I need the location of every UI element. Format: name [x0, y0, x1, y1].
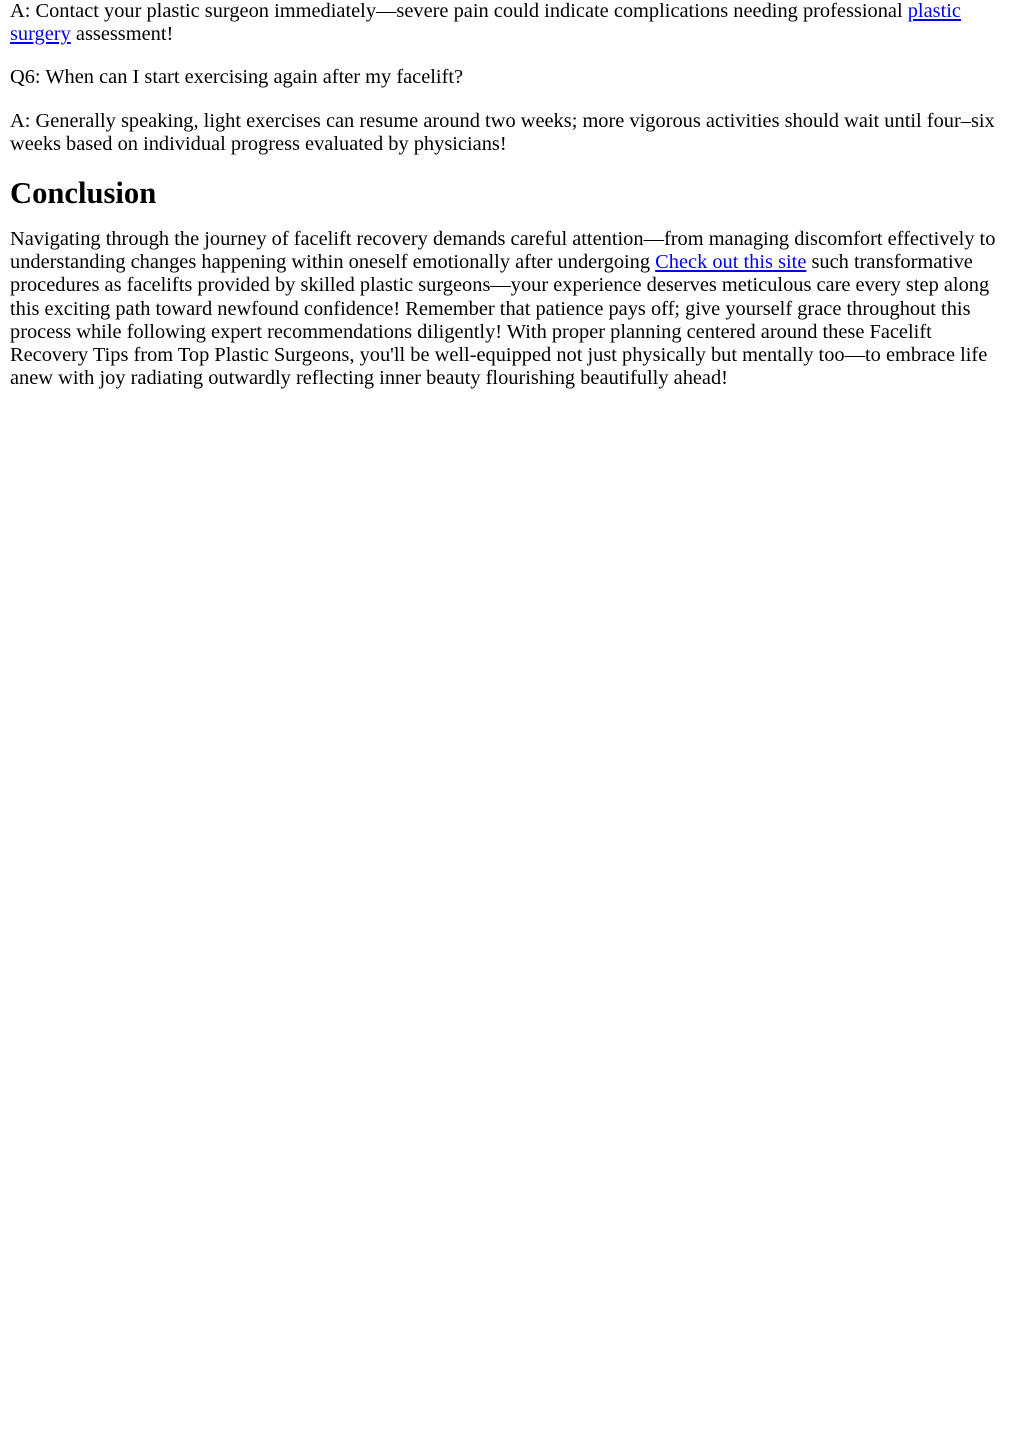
conclusion-paragraph: [10, 228, 1014, 390]
faq-answer-5: [10, 0, 1014, 46]
check-out-this-site-link[interactable]: Check out this site: [655, 251, 807, 274]
conclusion-text-before: Navigating through the journey of facelift recovery demands careful attention—from managing discomfort effectively to understanding changes happening within oneself emotionally after undergoing: [10, 228, 996, 274]
faq-question-6: Q6: When can I start exercising again after my facelift?: [10, 66, 464, 89]
conclusion-text-after: such transformative procedures as facelifts provided by skilled plastic surgeons—your experience deserves meticulous care every step along this exciting path toward newfound confidence! Remember that patience pays off; give yourself grace throughout this process while following expert recommendations diligently! With proper planning centered around these Facelift Recovery Tips from Top Plastic Surgeons, you'll be well-equipped not just physically but mentally too—to embrace life anew with joy radiating outwardly reflecting inner beauty flourishing beautifully ahead!: [10, 251, 990, 390]
conclusion-heading: Conclusion: [10, 176, 157, 211]
faq-answer-5-text-before: A: Contact your plastic surgeon immediately—severe pain could indicate complications needing professional: [10, 0, 908, 22]
faq-answer-6: A: Generally speaking, light exercises can resume around two weeks; more vigorous activities should wait until four–six weeks based on individual progress evaluated by physicians!: [10, 109, 995, 155]
faq-answer-5-text-after: assessment!: [70, 23, 174, 46]
article-body: [10, 0, 1014, 390]
plastic-surgery-link[interactable]: plastic surgery: [10, 0, 961, 46]
